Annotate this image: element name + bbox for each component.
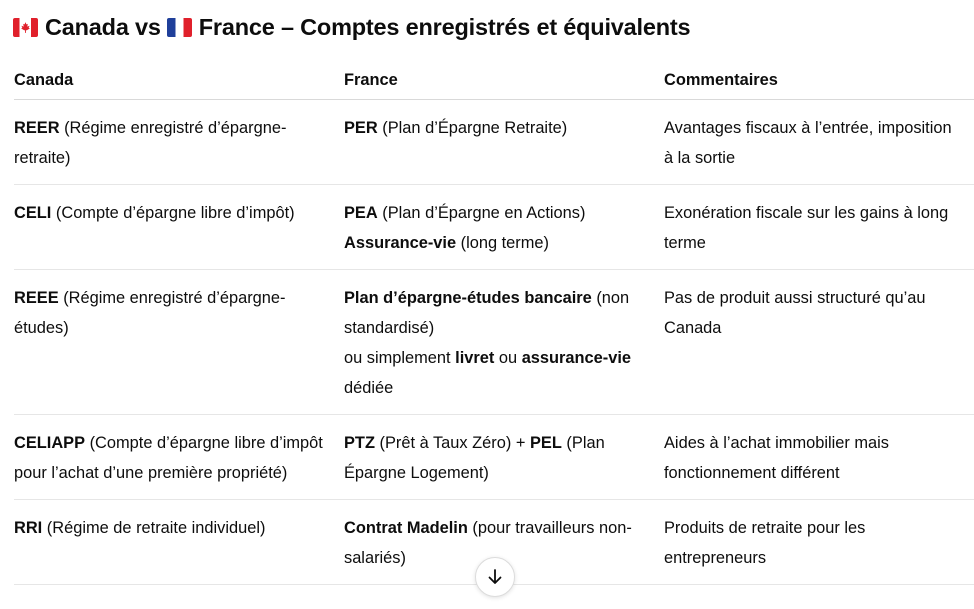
product-name: PEA — [344, 204, 378, 222]
account-name: REEE — [14, 289, 59, 307]
account-name: RRI — [14, 519, 43, 537]
france-equivalent-line — [344, 428, 634, 488]
product-text: (long terme) — [456, 234, 549, 252]
product-name: PER — [344, 119, 378, 137]
product-text: ou — [494, 349, 522, 367]
cell-commentaire: Aides à l’achat immobilier mais fonctionnement différent — [664, 434, 889, 482]
table-row — [14, 415, 974, 500]
cell-canada — [14, 113, 344, 173]
product-name: Plan d’épargne-études bancaire — [344, 289, 592, 307]
cell-france — [344, 428, 664, 488]
title-part-france: France – Comptes enregistrés et équivalents — [198, 14, 691, 40]
cell-canada — [14, 428, 344, 488]
cell-canada — [14, 283, 344, 403]
france-flag-icon — [167, 18, 192, 37]
cell-france — [344, 198, 664, 258]
product-text: (Plan d’Épargne Retraite) — [377, 119, 568, 137]
account-description: (Régime enregistré d’épargne-retraite) — [14, 119, 287, 167]
france-equivalent-line — [344, 343, 634, 403]
product-text: dédiée — [344, 379, 394, 397]
canada-flag-icon — [13, 18, 38, 37]
product-text: (pour travailleurs non-salariés) — [344, 519, 632, 567]
product-name: Contrat Madelin — [344, 519, 468, 537]
table-header-row — [14, 60, 974, 100]
product-text: ou simplement — [344, 349, 456, 367]
table-row — [14, 100, 974, 185]
cell-france — [344, 283, 664, 403]
account-description: (Régime enregistré d’épargne-études) — [14, 289, 286, 337]
product-text: (Plan d’Épargne en Actions) — [377, 204, 586, 222]
product-name: PTZ — [344, 434, 375, 452]
product-text: (Plan Épargne Logement) — [344, 434, 605, 482]
cell-commentaire: Pas de produit aussi structuré qu’au Canada — [664, 289, 926, 337]
account-name: REER — [14, 119, 60, 137]
product-name: PEL — [529, 434, 562, 452]
arrow-down-icon — [486, 568, 504, 586]
france-equivalent-line — [344, 113, 634, 143]
product-name: Assurance-vie — [344, 234, 457, 252]
page-title — [13, 14, 690, 41]
table-row — [14, 270, 974, 415]
product-text: (Prêt à Taux Zéro) + — [374, 434, 530, 452]
cell-commentaire: Exonération fiscale sur les gains à long terme — [664, 204, 949, 252]
product-text: (non standardisé) — [344, 289, 630, 337]
cell-canada — [14, 513, 344, 573]
cell-commentaire: Avantages fiscaux à l’entrée, imposition à la sortie — [664, 119, 952, 167]
account-name: CELIAPP — [14, 434, 86, 452]
france-equivalent-line — [344, 228, 634, 258]
account-description: (Régime de retraite individuel) — [42, 519, 266, 537]
column-header-canada: Canada — [14, 71, 74, 89]
table-row — [14, 185, 974, 270]
column-header-france: France — [344, 71, 398, 89]
maple-leaf-icon — [21, 22, 30, 33]
account-description: (Compte d’épargne libre d’impôt pour l’achat d’une première propriété) — [14, 434, 323, 482]
column-header-commentaires: Commentaires — [664, 71, 778, 89]
scroll-down-button[interactable] — [475, 557, 515, 597]
account-name: CELI — [14, 204, 52, 222]
product-name: assurance-vie — [521, 349, 632, 367]
comparison-table — [14, 60, 974, 585]
account-description: (Compte d’épargne libre d’impôt) — [51, 204, 295, 222]
cell-france — [344, 113, 664, 173]
title-part-canada: Canada vs — [45, 14, 161, 40]
cell-canada — [14, 198, 344, 258]
product-name: livret — [455, 349, 495, 367]
france-equivalent-line — [344, 198, 634, 228]
cell-commentaire: Produits de retraite pour les entrepreneurs — [664, 519, 866, 567]
france-equivalent-line — [344, 283, 634, 343]
